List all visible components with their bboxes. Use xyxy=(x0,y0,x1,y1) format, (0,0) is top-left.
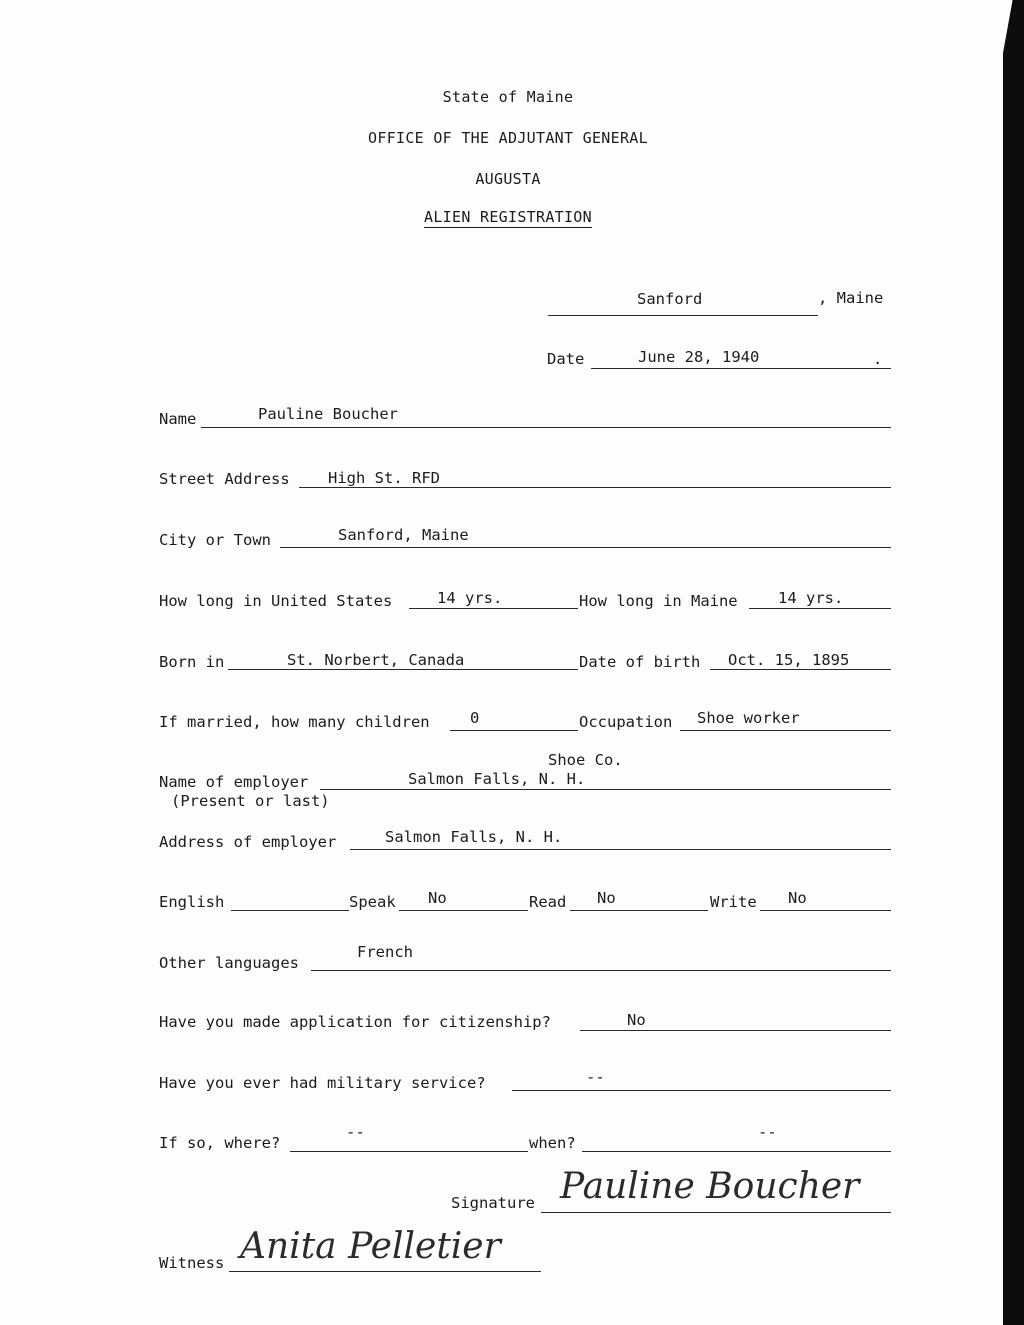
date-line xyxy=(591,368,891,369)
other-languages-value: French xyxy=(357,943,413,961)
signature-value: Pauline Boucher xyxy=(560,1166,860,1207)
office-heading: OFFICE OF THE ADJUTANT GENERAL xyxy=(368,129,648,147)
employer-label: Name of employer xyxy=(159,773,309,791)
place-line xyxy=(548,315,818,316)
read-label: Read xyxy=(529,893,567,911)
when-line xyxy=(582,1151,891,1152)
where-value: -- xyxy=(346,1123,365,1141)
write-label: Write xyxy=(710,893,757,911)
english-label: English xyxy=(159,893,225,911)
place-value: Sanford xyxy=(637,290,703,308)
born-in-value: St. Norbert, Canada xyxy=(287,651,465,669)
where-line xyxy=(290,1151,528,1152)
born-in-label: Born in xyxy=(159,653,225,671)
other-languages-label: Other languages xyxy=(159,954,299,972)
speak-label: Speak xyxy=(349,893,396,911)
children-value: 0 xyxy=(470,709,480,727)
date-of-birth-value: Oct. 15, 1895 xyxy=(728,651,850,669)
citizenship-line xyxy=(580,1030,891,1031)
occupation-value: Shoe worker xyxy=(697,709,800,727)
name-value: Pauline Boucher xyxy=(258,405,398,423)
employer-value-line2: Salmon Falls, N. H. xyxy=(408,770,586,788)
street-address-line xyxy=(299,487,891,488)
street-address-label: Street Address xyxy=(159,470,290,488)
citizenship-value: No xyxy=(627,1011,646,1029)
form-title-text: ALIEN REGISTRATION xyxy=(424,208,592,226)
state-heading: State of Maine xyxy=(442,88,574,106)
speak-line xyxy=(399,910,528,911)
born-in-line xyxy=(228,669,578,670)
date-label: Date xyxy=(547,350,585,368)
name-label: Name xyxy=(159,410,197,428)
children-line xyxy=(450,730,578,731)
date-end: . xyxy=(873,350,883,368)
employer-address-label: Address of employer xyxy=(159,833,337,851)
street-address-value: High St. RFD xyxy=(328,469,440,487)
form-title xyxy=(0,208,1016,226)
citizenship-label: Have you made application for citizenship? xyxy=(159,1013,551,1031)
how-long-us-line xyxy=(409,608,578,609)
where-label: If so, where? xyxy=(159,1134,281,1152)
date-value: June 28, 1940 xyxy=(638,348,760,366)
how-long-us-label: How long in United States xyxy=(159,592,393,610)
employer-value-line1: Shoe Co. xyxy=(548,751,623,769)
speak-value: No xyxy=(428,889,447,907)
when-label: when? xyxy=(529,1134,576,1152)
occupation-label: Occupation xyxy=(579,713,673,731)
witness-label: Witness xyxy=(159,1254,225,1272)
occupation-line xyxy=(680,730,891,731)
date-of-birth-label: Date of birth xyxy=(579,653,701,671)
employer-address-value: Salmon Falls, N. H. xyxy=(385,828,563,846)
signature-label: Signature xyxy=(451,1194,535,1212)
city-town-label: City or Town xyxy=(159,531,271,549)
other-languages-line xyxy=(311,970,891,971)
english-line xyxy=(231,910,349,911)
how-long-us-value: 14 yrs. xyxy=(437,589,503,607)
military-label: Have you ever had military service? xyxy=(159,1074,486,1092)
place-suffix: , Maine xyxy=(818,289,884,307)
name-line xyxy=(201,427,891,428)
how-long-maine-label: How long in Maine xyxy=(579,592,738,610)
witness-value: Anita Pelletier xyxy=(240,1226,501,1267)
how-long-maine-line xyxy=(749,608,891,609)
employer-sublabel: (Present or last) xyxy=(171,792,330,810)
how-long-maine-value: 14 yrs. xyxy=(778,589,844,607)
when-value: -- xyxy=(758,1123,777,1141)
write-line xyxy=(760,910,891,911)
witness-line xyxy=(229,1271,541,1272)
employer-address-line xyxy=(350,849,891,850)
signature-line xyxy=(541,1212,891,1213)
military-line xyxy=(512,1090,891,1091)
write-value: No xyxy=(788,889,807,907)
city-heading: AUGUSTA xyxy=(475,170,541,188)
scan-edge xyxy=(994,0,1024,1325)
date-of-birth-line xyxy=(710,669,891,670)
employer-line xyxy=(320,789,891,790)
read-value: No xyxy=(597,889,616,907)
city-town-value: Sanford, Maine xyxy=(338,526,469,544)
read-line xyxy=(570,910,708,911)
city-town-line xyxy=(280,547,891,548)
military-value: -- xyxy=(586,1068,605,1086)
children-label: If married, how many children xyxy=(159,713,430,731)
